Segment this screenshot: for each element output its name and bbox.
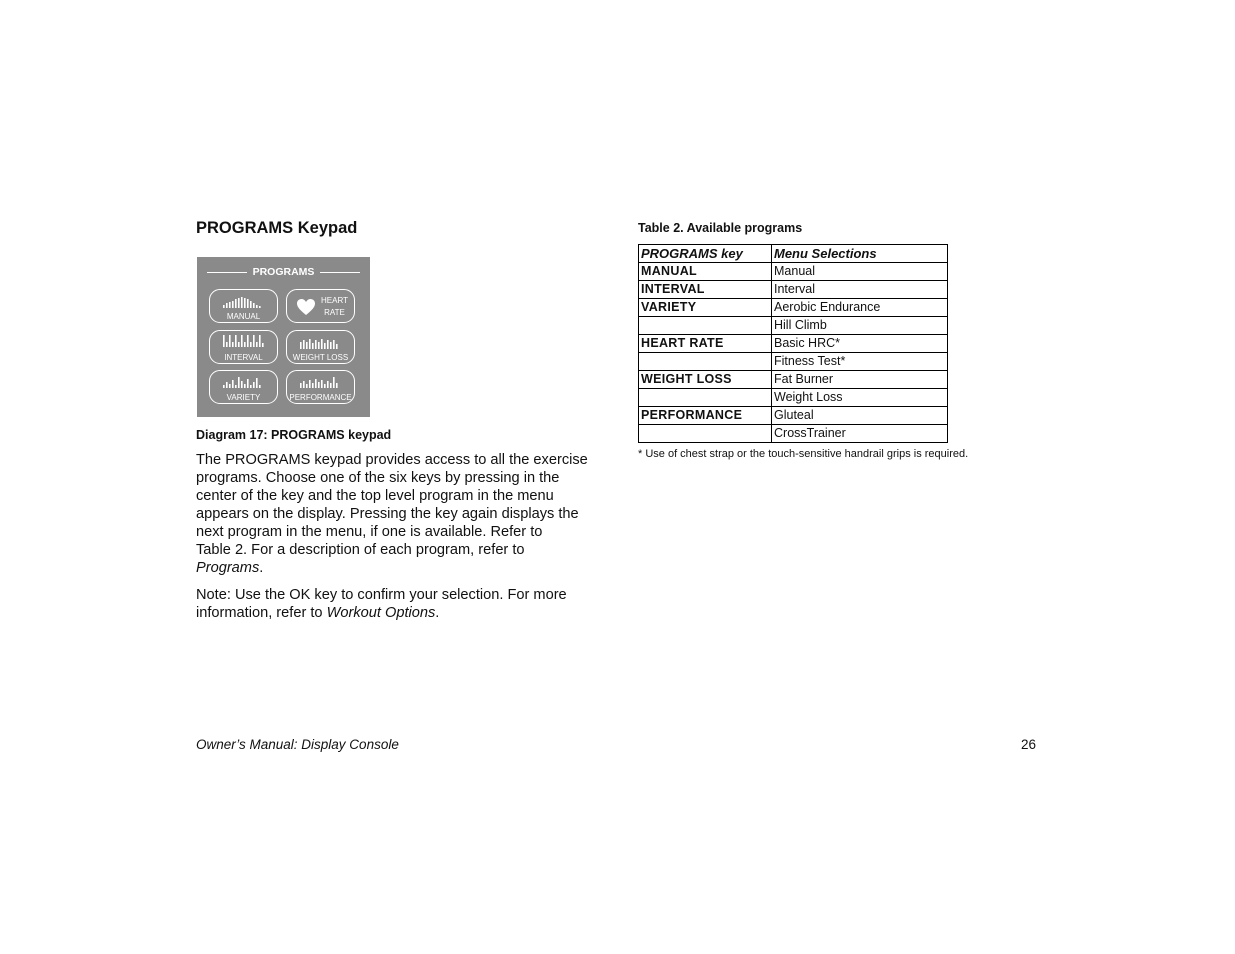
- table-cell-selection: Hill Climb: [772, 317, 948, 335]
- paragraph-line: appears on the display. Pressing the key again displays the: [196, 506, 579, 522]
- paragraph-line: programs. Choose one of the six keys by pressing in the: [196, 470, 560, 486]
- table-cell-selection: CrossTrainer: [772, 425, 948, 443]
- table-row: [639, 281, 948, 299]
- paragraph-line: The PROGRAMS keypad provides access to all the exercise: [196, 452, 588, 468]
- footer-document-title: Owner’s Manual: Display Console: [196, 737, 399, 752]
- bar-profile-icon: [222, 334, 266, 348]
- table-cell-key: MANUAL: [639, 263, 772, 281]
- keypad-header: [197, 265, 370, 279]
- bar-profile-icon: [299, 375, 343, 389]
- manual-key-label: MANUAL: [226, 312, 261, 321]
- table-footnote: * Use of chest strap or the touch-sensitive handrail grips is required.: [638, 448, 969, 460]
- table-cell-key: [639, 389, 772, 407]
- table-row: [639, 353, 948, 371]
- variety-key-label: VARIETY: [226, 393, 261, 402]
- table-cell-key: [639, 425, 772, 443]
- performance-key-label: PERFORMANCE: [289, 393, 352, 402]
- variety-key: [209, 370, 278, 404]
- paragraph-line: next program in the menu, if one is available. Refer to: [196, 524, 543, 540]
- table-cell-key: [639, 317, 772, 335]
- table-cell-key: WEIGHT LOSS: [639, 371, 772, 389]
- table-cell-selection: Fat Burner: [772, 371, 948, 389]
- table-cell-selection: Weight Loss: [772, 389, 948, 407]
- table-cell-selection: Aerobic Endurance: [772, 299, 948, 317]
- table-cell-selection: Manual: [772, 263, 948, 281]
- header-line-right: [320, 272, 360, 273]
- weight-loss-key: [286, 330, 355, 364]
- bar-profile-icon: [299, 337, 343, 349]
- performance-key: [286, 370, 355, 404]
- keypad-title: PROGRAMS: [252, 266, 315, 278]
- manual-key: [209, 289, 278, 323]
- diagram-caption: Diagram 17: PROGRAMS keypad: [196, 428, 392, 442]
- programs-reference: Programs: [196, 560, 260, 576]
- available-programs-table: [638, 244, 948, 443]
- table-row: [639, 263, 948, 281]
- column-header-menu-selections: Menu Selections: [772, 245, 948, 263]
- table-cell-selection: Fitness Test*: [772, 353, 948, 371]
- heart-rate-key: [286, 289, 355, 323]
- note-label: Note:: [196, 587, 231, 603]
- paragraph-line: center of the key and the top level program in the menu: [196, 488, 554, 504]
- table-row: [639, 299, 948, 317]
- bar-profile-icon: [222, 296, 266, 308]
- interval-key: [209, 330, 278, 364]
- note-text: information, refer to: [196, 605, 327, 621]
- page-number: 26: [1021, 737, 1037, 752]
- heart-rate-label-line2: RATE: [324, 308, 345, 317]
- table-row: [639, 335, 948, 353]
- interval-key-label: INTERVAL: [224, 353, 263, 362]
- note-text: Use the OK key to confirm your selection. For more: [230, 587, 567, 603]
- column-header-programs-key: PROGRAMS key: [639, 245, 772, 263]
- table-row: [639, 407, 948, 425]
- programs-keypad-diagram: [197, 257, 370, 417]
- note-end: .: [435, 605, 440, 621]
- keypad-description-paragraph: [196, 451, 606, 577]
- note-paragraph: [196, 586, 606, 622]
- workout-options-reference: Workout Options: [326, 605, 436, 621]
- table-cell-key: HEART RATE: [639, 335, 772, 353]
- paragraph-line: Table 2. For a description of each program, refer to: [196, 542, 525, 558]
- table-header-row: [639, 245, 948, 263]
- table-title: Table 2. Available programs: [638, 221, 803, 235]
- section-title: PROGRAMS Keypad: [196, 219, 358, 237]
- table-cell-key: VARIETY: [639, 299, 772, 317]
- table-row: [639, 389, 948, 407]
- table-row: [639, 425, 948, 443]
- heart-rate-label-line1: HEART: [321, 296, 348, 305]
- weight-loss-key-label: WEIGHT LOSS: [292, 353, 349, 362]
- bar-profile-icon: [222, 375, 266, 389]
- table-cell-key: PERFORMANCE: [639, 407, 772, 425]
- table-cell-selection: Interval: [772, 281, 948, 299]
- table-cell-key: INTERVAL: [639, 281, 772, 299]
- table-cell-selection: Basic HRC*: [772, 335, 948, 353]
- table-cell-key: [639, 353, 772, 371]
- table-row: [639, 371, 948, 389]
- table-row: [639, 317, 948, 335]
- table-cell-selection: Gluteal: [772, 407, 948, 425]
- paragraph-end: .: [259, 560, 264, 576]
